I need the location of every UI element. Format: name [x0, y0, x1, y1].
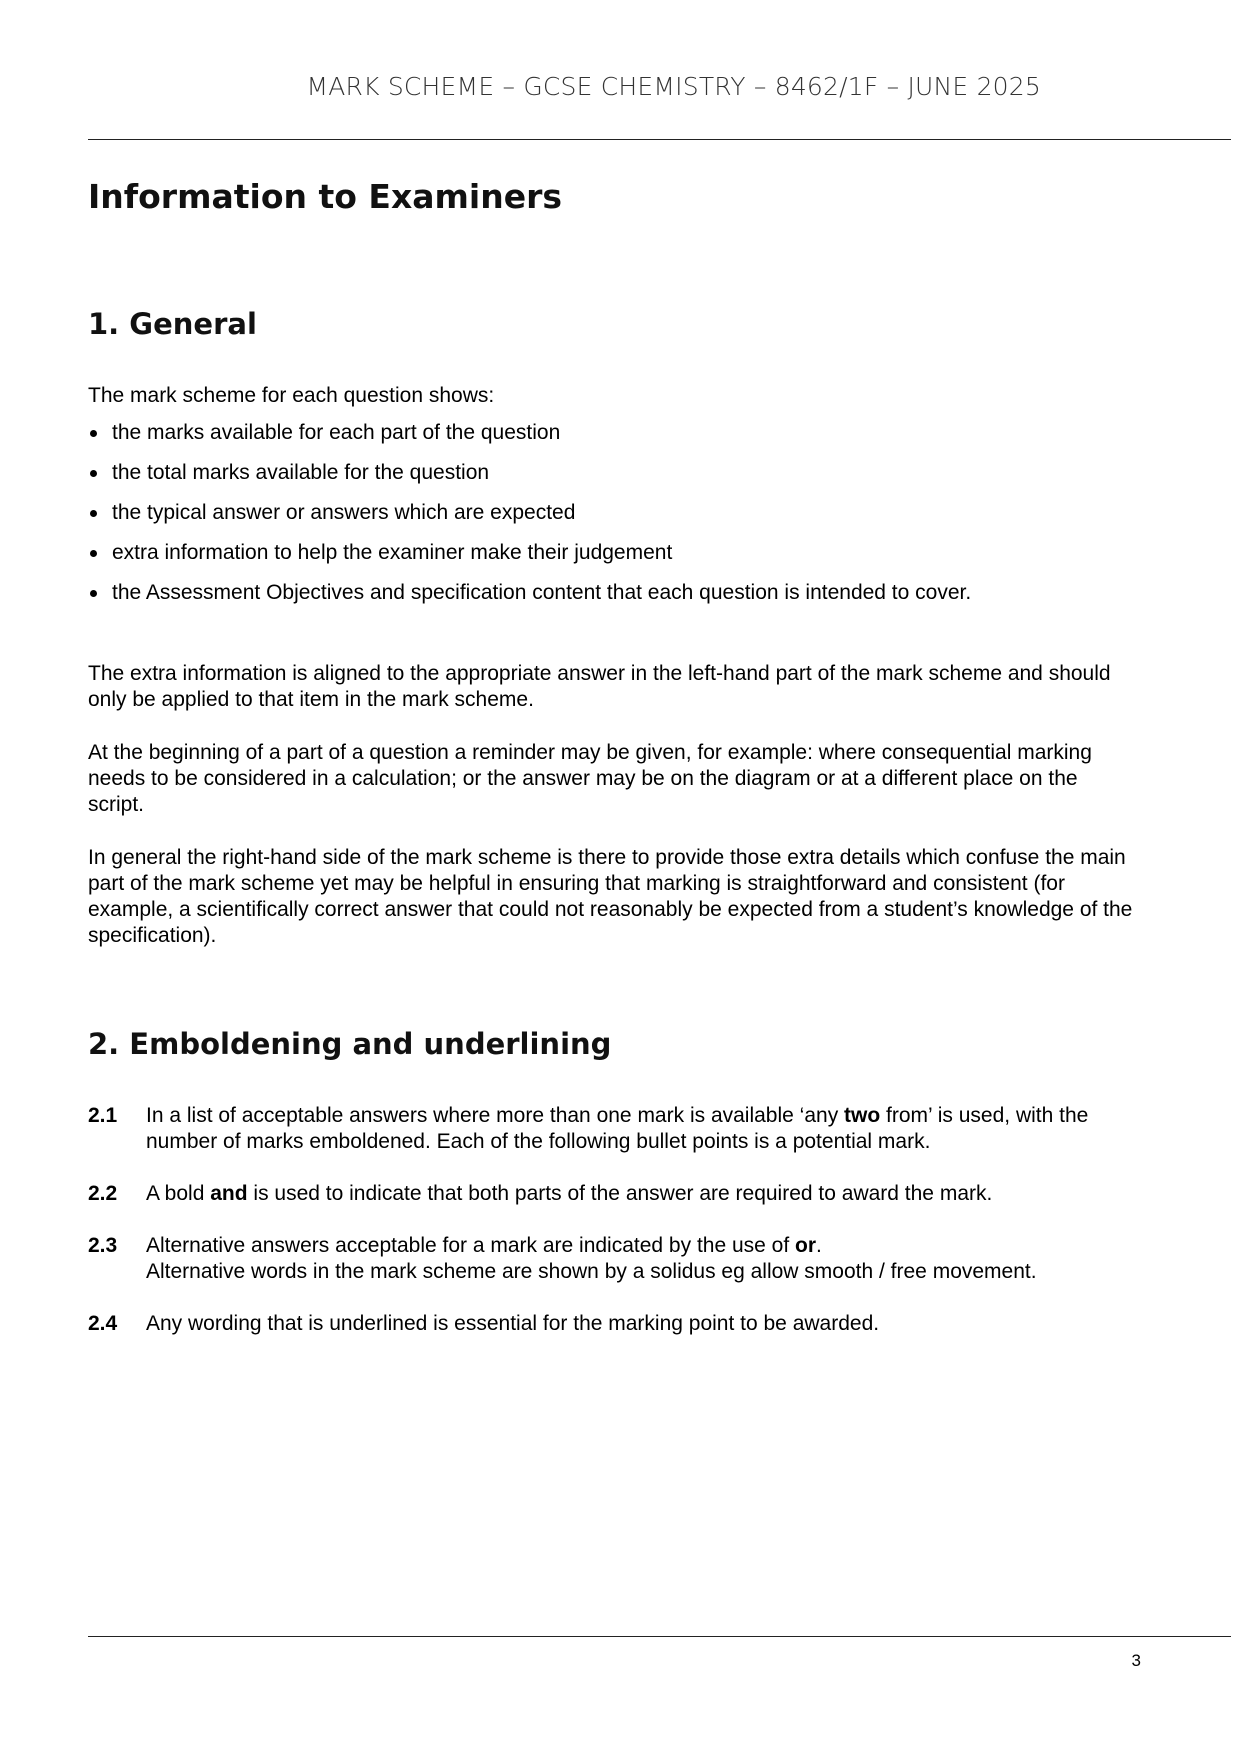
running-header: MARK SCHEME – GCSE CHEMISTRY – 8462/1F – JUNE 2025 [306, 72, 1041, 101]
footer-divider [88, 1636, 1231, 1637]
section-emboldening-heading: 2. Emboldening and underlining [88, 1027, 612, 1061]
item-text-part: In a list of acceptable answers where more than one mark is available ‘any [146, 1104, 845, 1127]
bold-term: and [210, 1182, 248, 1205]
item-text-part: A bold [146, 1182, 211, 1205]
item-text-part: Alternative answers acceptable for a mark are indicated by the use of [146, 1234, 796, 1257]
item-number: 2.4 [88, 1312, 118, 1335]
general-paragraph-right-hand-side: In general the right-hand side of the mark scheme is there to provide those extra details which confuse the main part of the mark scheme yet may be helpful in ensuring that marking is straightforward and consistent (for example, a scientifically correct answer that could not reasonably be expected from a student’s knowledge of the specification). [88, 846, 1133, 947]
section-general-heading: 1. General [88, 307, 257, 341]
item-text-part: . [816, 1234, 822, 1257]
list-item [88, 580, 971, 606]
numbered-item [88, 1233, 1133, 1285]
bullet-text: the marks available for each part of the question [112, 421, 561, 444]
bullet-icon [90, 550, 97, 557]
item-number: 2.2 [88, 1182, 118, 1205]
numbered-item [88, 1181, 1133, 1207]
page-number: 3 [1131, 1651, 1141, 1670]
emboldening-numbered-list [88, 1103, 1133, 1363]
list-item [88, 540, 971, 566]
numbered-item [88, 1103, 1133, 1155]
bullet-icon [90, 590, 97, 597]
item-text [146, 1181, 1133, 1207]
list-item [88, 460, 971, 486]
general-paragraph-reminder: At the beginning of a part of a question a reminder may be given, for example: where consequential marking needs to be considered in a calculation; or the answer may be on the diagram or at a different place on the script. [88, 741, 1092, 816]
numbered-item [88, 1311, 1133, 1337]
item-text [146, 1233, 1133, 1285]
bullet-icon [90, 470, 97, 477]
page-title: Information to Examiners [88, 177, 562, 216]
general-intro: The mark scheme for each question shows: [88, 384, 495, 407]
bullet-text: the Assessment Objectives and specification content that each question is intended to cover. [112, 581, 972, 604]
list-item [88, 420, 971, 446]
general-bullet-list [88, 420, 971, 620]
item-text [146, 1103, 1133, 1155]
bullet-text: the typical answer or answers which are expected [112, 501, 576, 524]
item-text-part: from’ is used, with the number of marks emboldened. Each of the following bullet points is a potential mark. [146, 1104, 1089, 1153]
bullet-icon [90, 510, 97, 517]
item-text: Any wording that is underlined is essential for the marking point to be awarded. [146, 1312, 880, 1335]
header-divider [88, 139, 1231, 140]
general-paragraph-extra-info: The extra information is aligned to the appropriate answer in the left-hand part of the mark scheme and should only be applied to that item in the mark scheme. [88, 662, 1111, 711]
list-item [88, 500, 971, 526]
item-number: 2.3 [88, 1234, 118, 1257]
bold-term: or [795, 1234, 817, 1257]
bullet-text: the total marks available for the question [112, 461, 490, 484]
bullet-icon [90, 430, 97, 437]
item-text-part: is used to indicate that both parts of the answer are required to award the mark. [247, 1182, 993, 1205]
bullet-text: extra information to help the examiner make their judgement [112, 541, 673, 564]
item-number: 2.1 [88, 1104, 118, 1127]
bold-term: two [844, 1104, 881, 1127]
item-text-line2: Alternative words in the mark scheme are shown by a solidus eg allow smooth / free movement. [146, 1260, 1037, 1283]
